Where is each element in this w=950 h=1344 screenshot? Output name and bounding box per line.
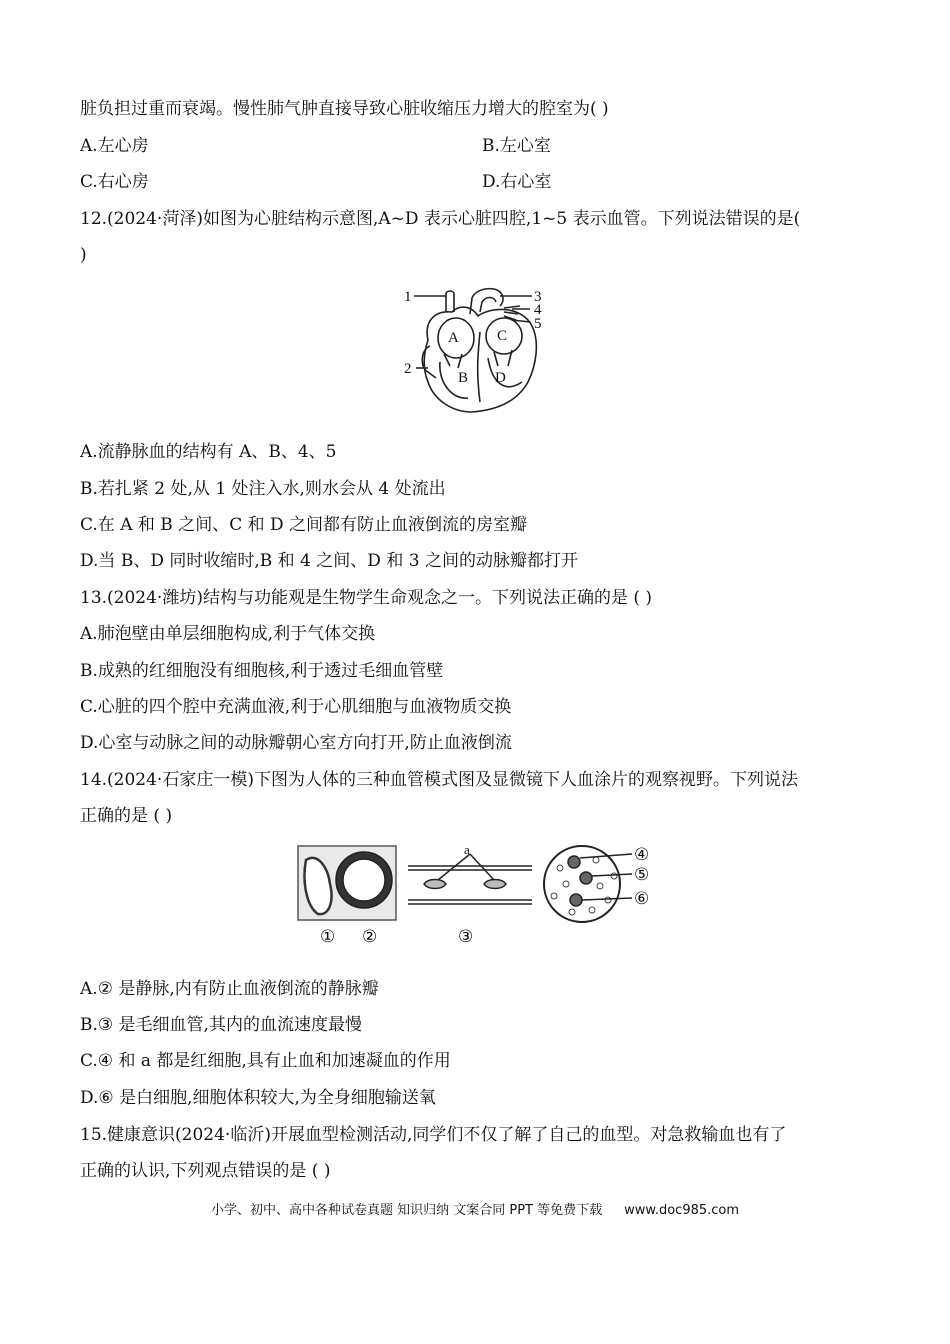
vessel-label-a: a [464, 842, 470, 857]
q12-stem-line1: 12.(2024·菏泽)如图为心脏结构示意图,A~D 表示心脏四腔,1~5 表示血管。下列说法错误的是( [80, 209, 801, 229]
heart-label-3: 3 [534, 289, 542, 305]
q12-option-a[interactable]: A.流静脉血的结构有 A、B、4、5 [80, 442, 337, 462]
heart-label-A: A [448, 330, 459, 346]
q15-stem-line2: 正确的认识,下列观点错误的是 ( ) [80, 1161, 331, 1181]
q14-option-a[interactable]: A.② 是静脉,内有防止血液倒流的静脉瓣 [80, 979, 379, 999]
vessel-label-3: ③ [458, 927, 474, 946]
q11-option-a[interactable]: A.左心房 [80, 136, 149, 156]
cell-label-5: ⑤ [634, 865, 650, 884]
heart-label-D: D [495, 370, 506, 386]
footer-url[interactable]: www.doc985.com [624, 1203, 740, 1218]
q14-option-b[interactable]: B.③ 是毛细血管,其内的血流速度最慢 [80, 1015, 362, 1035]
q12-option-d[interactable]: D.当 B、D 同时收缩时,B 和 4 之间、D 和 3 之间的动脉瓣都打开 [80, 551, 578, 571]
heart-label-C: C [497, 328, 508, 344]
q14-option-c[interactable]: C.④ 和 a 都是红细胞,具有止血和加速凝血的作用 [80, 1051, 451, 1071]
q14-option-d[interactable]: D.⑥ 是白细胞,细胞体积较大,为全身细胞输送氧 [80, 1088, 436, 1108]
cell-label-4: ④ [634, 845, 650, 864]
heart-label-B: B [458, 370, 469, 386]
q12-option-b[interactable]: B.若扎紧 2 处,从 1 处注入水,则水会从 4 处流出 [80, 479, 446, 499]
q11-stem: 脏负担过重而衰竭。慢性肺气肿直接导致心脏收缩压力增大的腔室为( ) [80, 99, 609, 119]
blood-vessel-figure [296, 840, 660, 950]
q12-option-c[interactable]: C.在 A 和 B 之间、C 和 D 之间都有防止血液倒流的房室瓣 [80, 515, 528, 535]
page-footer [0, 1199, 950, 1218]
vessel-label-2: ② [362, 927, 378, 946]
q14-stem-line2: 正确的是 ( ) [80, 806, 173, 826]
q13-option-d[interactable]: D.心室与动脉之间的动脉瓣朝心室方向打开,防止血液倒流 [80, 733, 512, 753]
heart-diagram [400, 282, 560, 414]
q11-option-b[interactable]: B.左心室 [482, 136, 551, 156]
q13-option-b[interactable]: B.成熟的红细胞没有细胞核,利于透过毛细血管壁 [80, 661, 444, 681]
q14-stem-line1: 14.(2024·石家庄一模)下图为人体的三种血管模式图及显微镜下人血涂片的观察视野。下列说法 [80, 770, 798, 790]
footer-text: 小学、初中、高中各种试卷真题 知识归纳 文案合同 PPT 等免费下载 [210, 1203, 603, 1218]
heart-label-4: 4 [534, 302, 542, 318]
q12-stem-line2: ) [80, 245, 87, 265]
q13-option-a[interactable]: A.肺泡壁由单层细胞构成,利于气体交换 [80, 624, 376, 644]
cell-label-6: ⑥ [634, 889, 650, 908]
heart-label-1: 1 [404, 289, 412, 305]
q11-option-d[interactable]: D.右心室 [482, 172, 552, 192]
q13-stem: 13.(2024·潍坊)结构与功能观是生物学生命观念之一。下列说法正确的是 ( ) [80, 588, 653, 608]
q11-option-c[interactable]: C.右心房 [80, 172, 149, 192]
q13-option-c[interactable]: C.心脏的四个腔中充满血液,利于心肌细胞与血液物质交换 [80, 697, 512, 717]
q15-stem-line1: 15.健康意识(2024·临沂)开展血型检测活动,同学们不仅了解了自己的血型。对急救输血也有了 [80, 1125, 787, 1145]
heart-label-5: 5 [534, 316, 542, 332]
vessel-label-1: ① [320, 927, 336, 946]
heart-label-2: 2 [404, 361, 412, 377]
